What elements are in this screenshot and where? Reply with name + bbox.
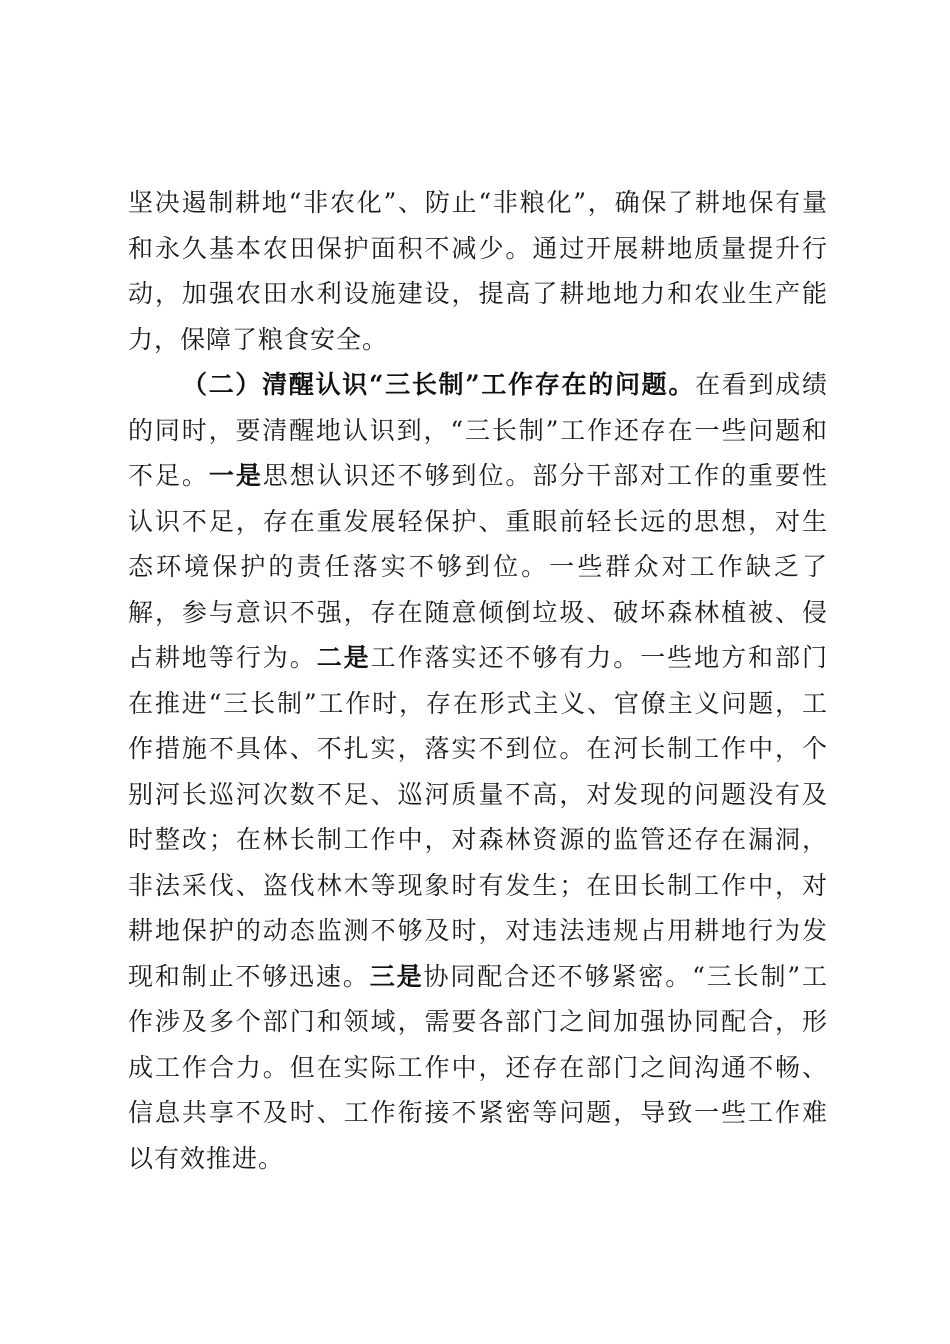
section-heading: （二）清醒认识“三长制”工作存在的问题。 bbox=[182, 370, 696, 399]
body-text bbox=[128, 180, 828, 1181]
paragraph-1 bbox=[128, 180, 828, 362]
paragraph-2-intro: 在看到成绩的同时，要清醒地认识到，“三长制”工作还存在一些问题和不足。 bbox=[128, 370, 828, 490]
point-2-text: 工作落实还不够有力。一些地方和部门在推进“三长制”工作时，存在形式主义、官僚主义问题，工作措施不具体、不扎实，落实不到位。在河长制工作中，个别河长巡河次数不足、巡河质量不高，对发现的问题没有及时整改；在林长制工作中，对森林资源的监管还存在漏洞，非法采伐、盗伐林木等现象时有发生；在田长制工作中，对耕地保护的动态监测不够及时，对违法违规占用耕地行为发现和制止不够迅速。 bbox=[128, 643, 828, 991]
paragraph-1-text: 坚决遏制耕地“非农化”、防止“非粮化”，确保了耕地保有量和永久基本农田保护面积不减少。通过开展耕地质量提升行动，加强农田水利设施建设，提高了耕地地力和农业生产能力，保障了粮食安全。 bbox=[128, 188, 828, 354]
point-1-label: 一是 bbox=[208, 461, 263, 490]
point-2-label: 二是 bbox=[316, 643, 371, 672]
point-3-text: 协同配合还不够紧密。“三长制”工作涉及多个部门和领域，需要各部门之间加强协同配合，形成工作合力。但在实际工作中，还存在部门之间沟通不畅、信息共享不及时、工作衔接不紧密等问题，导致一些工作难以有效推进。 bbox=[128, 961, 828, 1173]
point-1-text: 思想认识还不够到位。部分干部对工作的重要性认识不足，存在重发展轻保护、重眼前轻长远的思想，对生态环境保护的责任落实不够到位。一些群众对工作缺乏了解，参与意识不强，存在随意倾倒垃圾、破坏森林植被、侵占耕地等行为。 bbox=[128, 461, 828, 672]
point-3-label: 三是 bbox=[369, 961, 424, 991]
paragraph-2 bbox=[128, 362, 828, 1181]
